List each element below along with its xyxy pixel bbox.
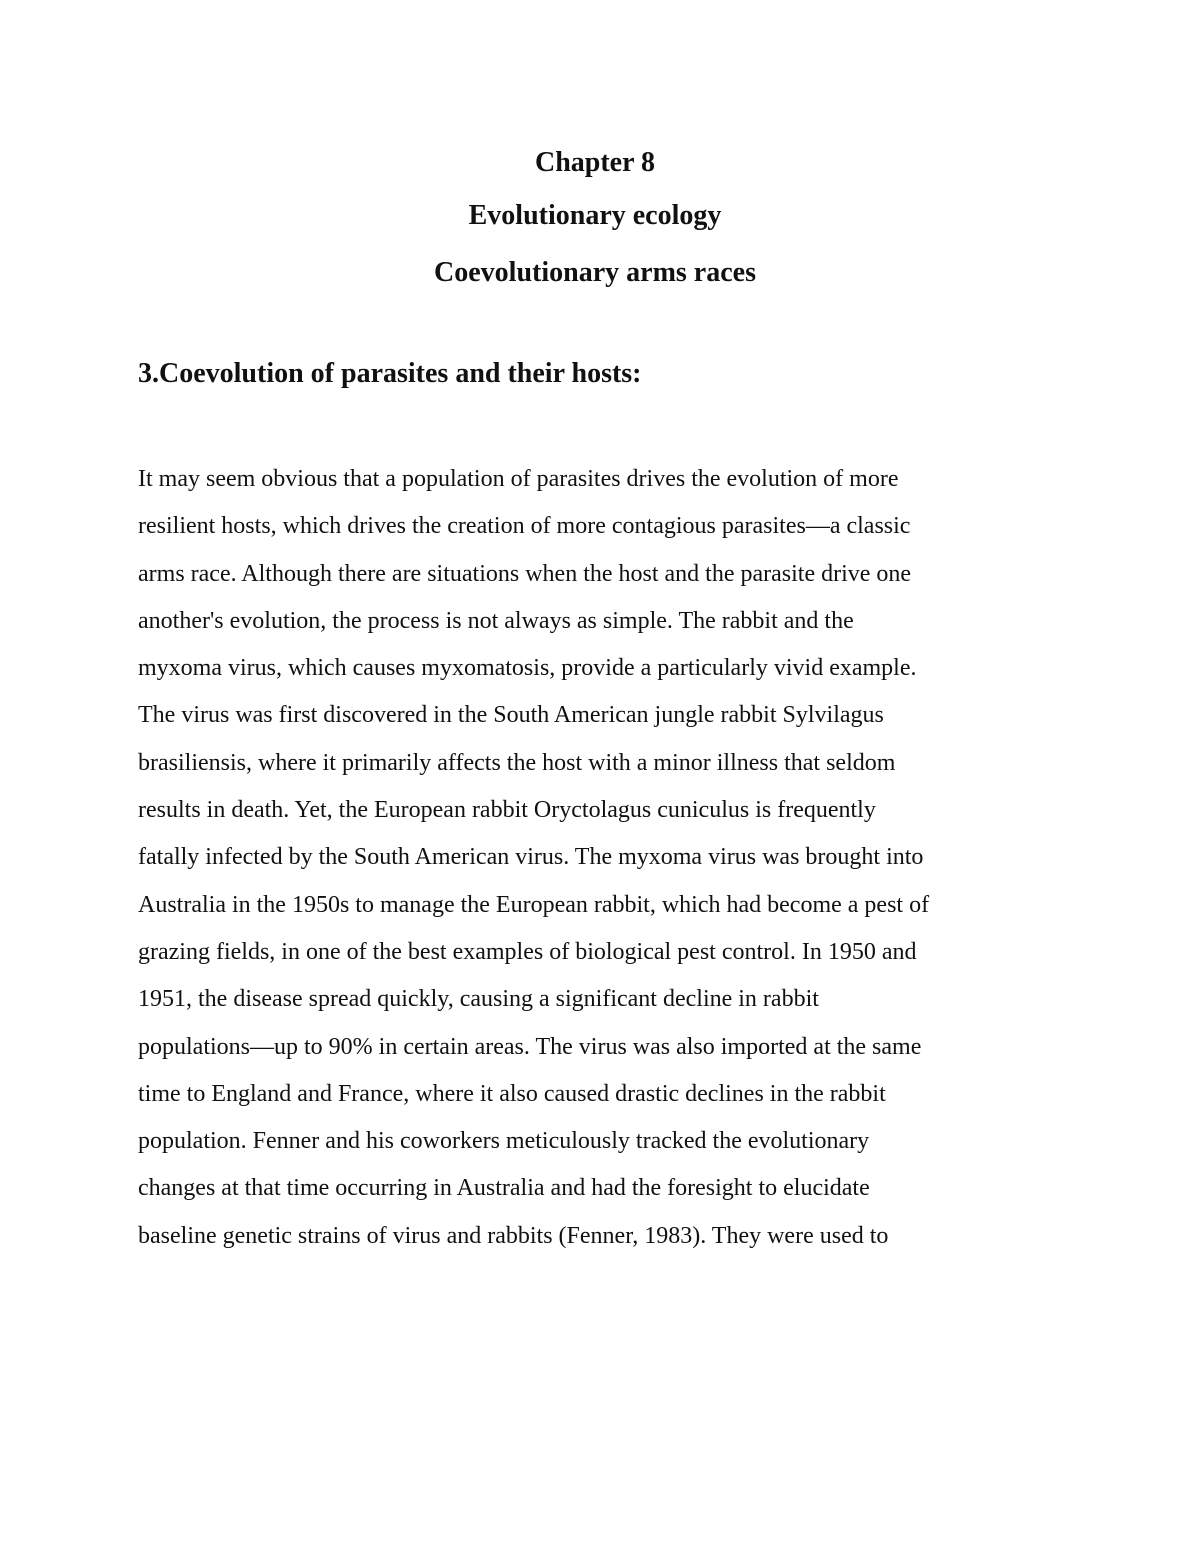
paragraph-line: results in death. Yet, the European rabbit Oryctolagus cuniculus is frequently bbox=[138, 797, 876, 824]
paragraph-line: It may seem obvious that a population of parasites drives the evolution of more bbox=[138, 466, 899, 492]
paragraph-line: The virus was first discovered in the South American jungle rabbit Sylvilagus bbox=[138, 702, 884, 729]
paragraph-line: fatally infected by the South American virus. The myxoma virus was brought into bbox=[138, 844, 924, 871]
paragraph-line: brasiliensis, where it primarily affects the host with a minor illness that seldom bbox=[138, 749, 896, 776]
part-title: Evolutionary ecology bbox=[468, 200, 722, 231]
paragraph-line: population. Fenner and his coworkers meticulously tracked the evolutionary bbox=[138, 1128, 870, 1155]
paragraph-line: time to England and France, where it also caused drastic declines in the rabbit bbox=[138, 1080, 886, 1107]
paragraph-line: myxoma virus, which causes myxomatosis, provide a particularly vivid example. bbox=[138, 655, 917, 682]
paragraph-line: changes at that time occurring in Australia and had the foresight to elucidate bbox=[138, 1175, 870, 1202]
paragraph-line: baseline genetic strains of virus and rabbits (Fenner, 1983). They were used to bbox=[138, 1222, 889, 1249]
paragraph-line: populations—up to 90% in certain areas. The virus was also imported at the same bbox=[138, 1033, 922, 1060]
subsection-heading: 3.Coevolution of parasites and their hosts: bbox=[138, 358, 642, 389]
paragraph-line: resilient hosts, which drives the creation of more contagious parasites—a classic bbox=[138, 513, 911, 540]
body-paragraph bbox=[138, 456, 1138, 1260]
paragraph-line: arms race. Although there are situations when the host and the parasite drive one bbox=[138, 560, 912, 587]
section-title: Coevolutionary arms races bbox=[434, 257, 756, 288]
chapter-title: Chapter 8 bbox=[534, 147, 656, 178]
paragraph-line: grazing fields, in one of the best examples of biological pest control. In 1950 and bbox=[138, 938, 917, 965]
paragraph-line: Australia in the 1950s to manage the European rabbit, which had become a pest of bbox=[138, 891, 930, 918]
paragraph-line: 1951, the disease spread quickly, causing a significant decline in rabbit bbox=[138, 986, 819, 1013]
paragraph-line: another's evolution, the process is not always as simple. The rabbit and the bbox=[138, 607, 854, 634]
